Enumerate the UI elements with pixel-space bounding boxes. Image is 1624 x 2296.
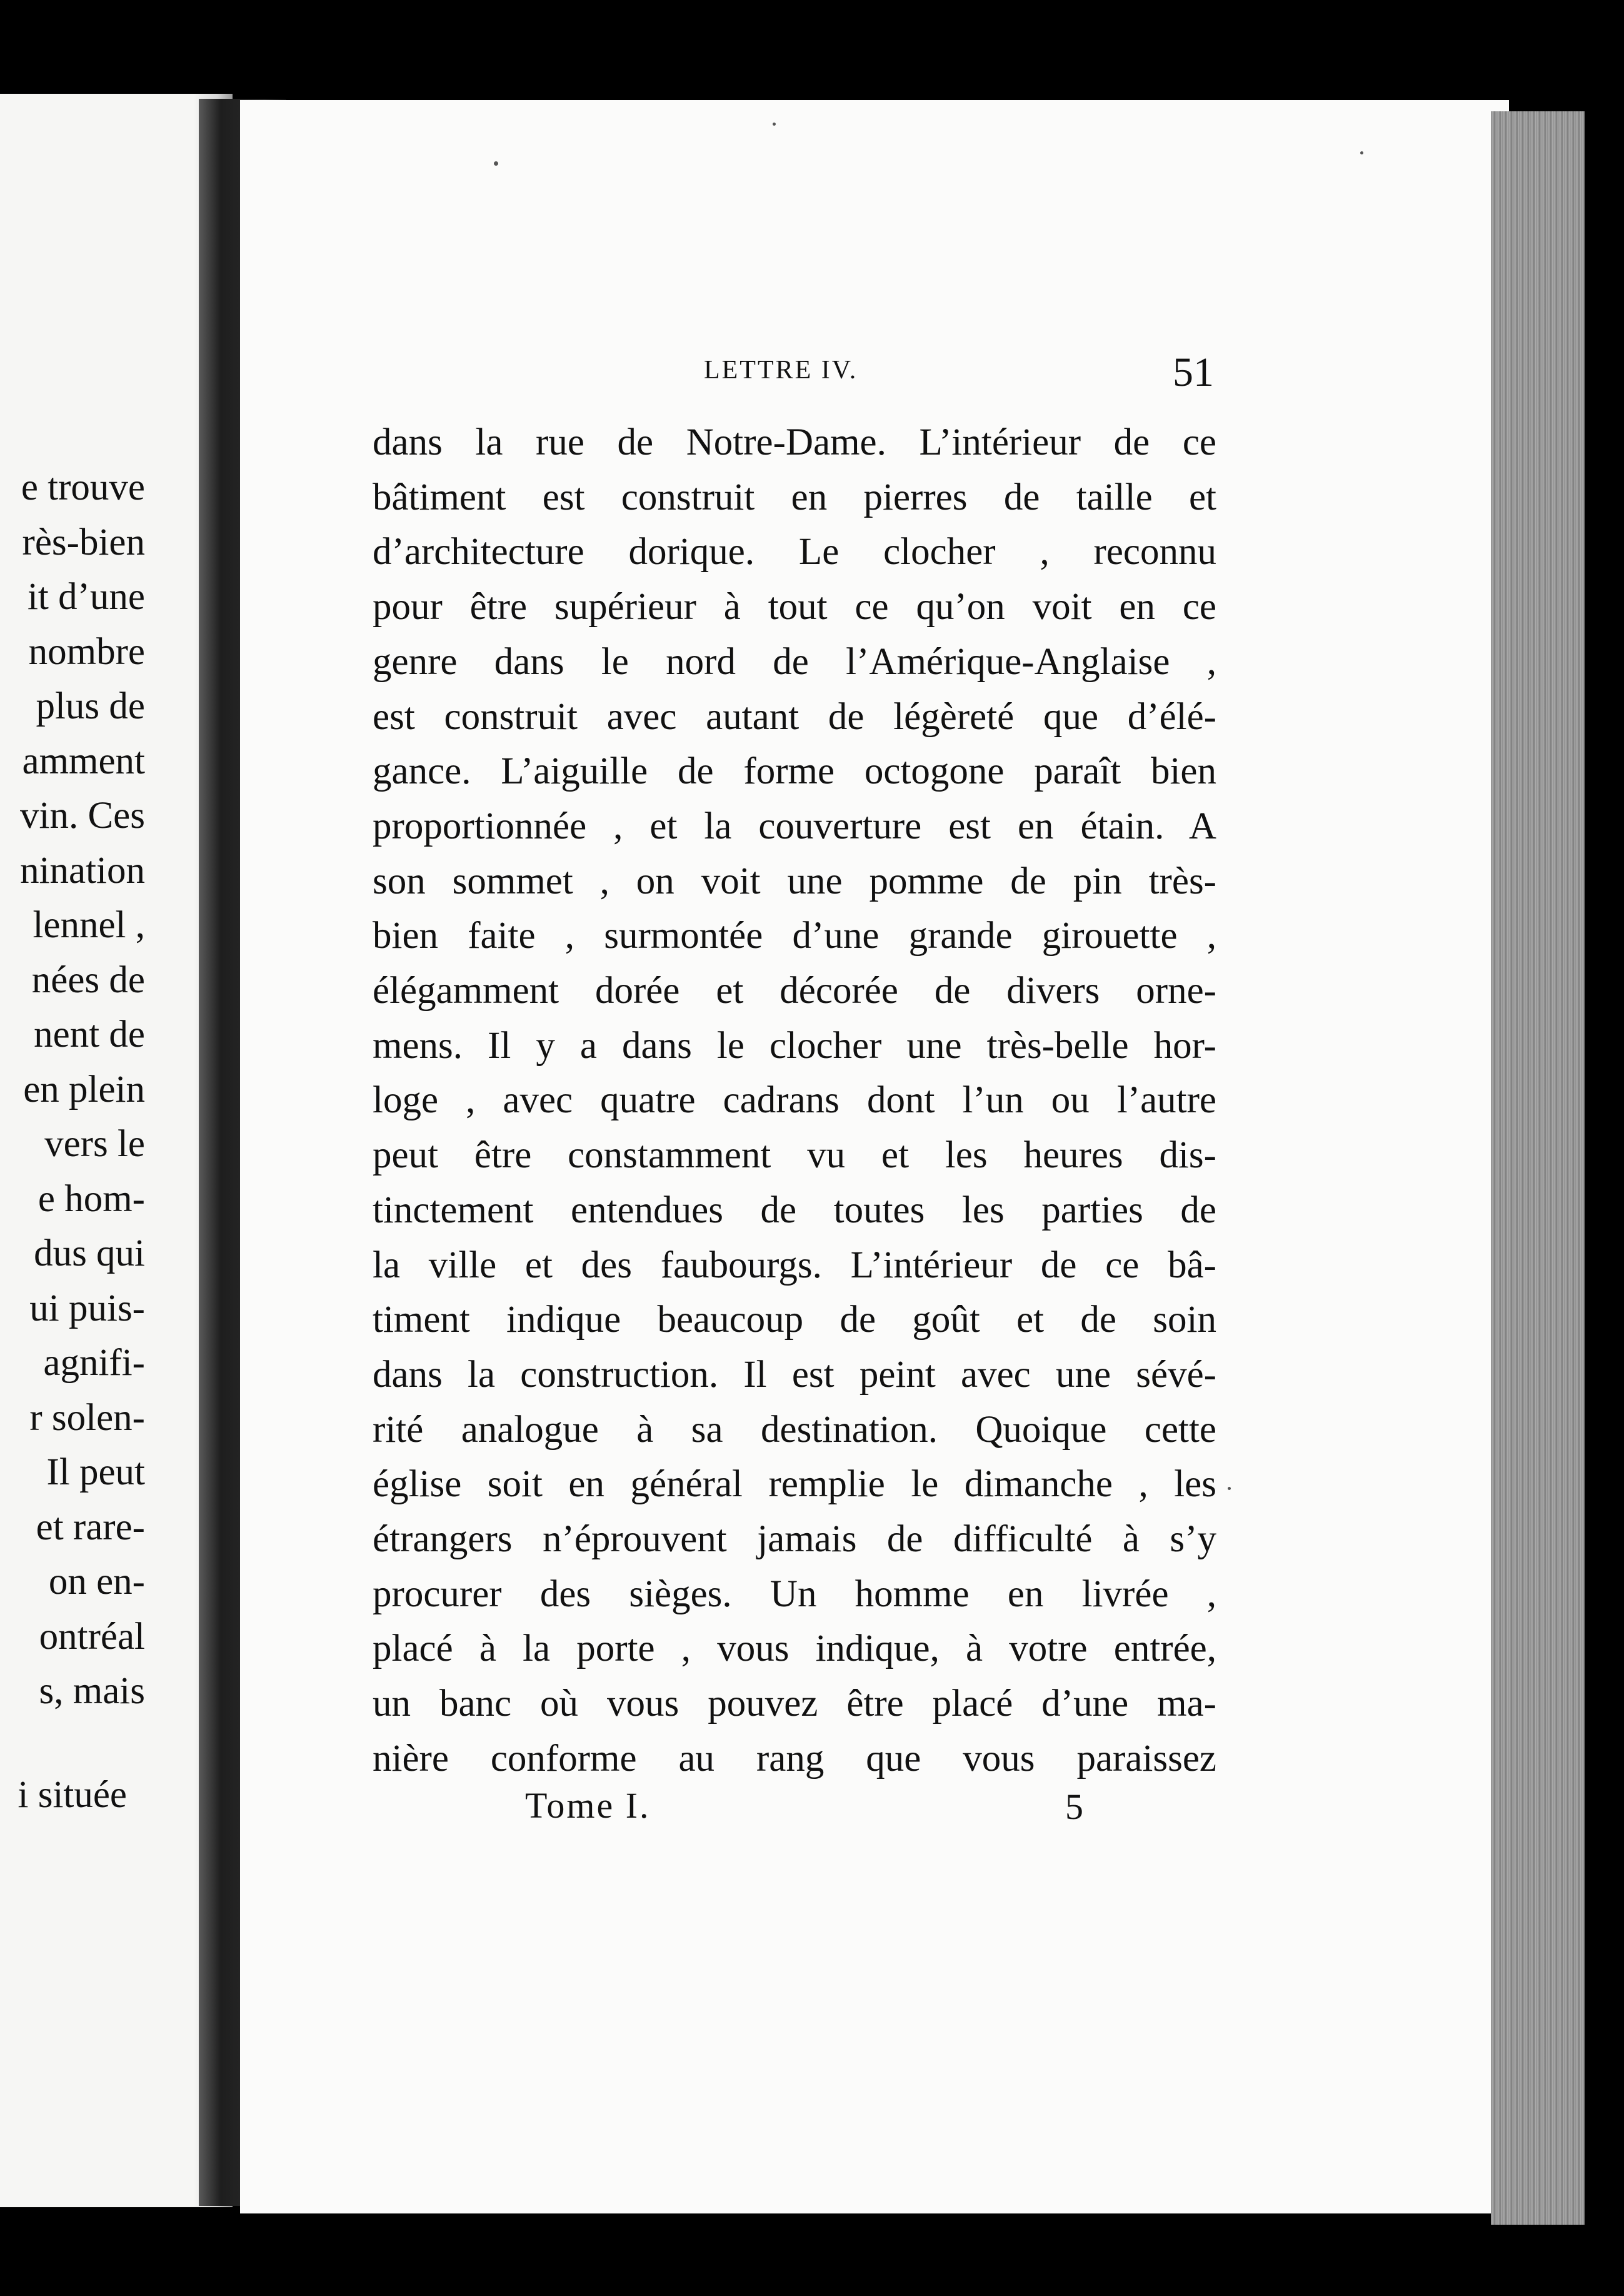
left-text-line: Il peut <box>46 1451 145 1493</box>
text-line: tinctement entendues de toutes les parties de <box>373 1189 1216 1231</box>
left-text-line: e hom- <box>38 1177 145 1220</box>
left-text-line: ontréal <box>39 1615 145 1658</box>
running-head: LETTRE IV. <box>704 356 858 385</box>
left-text-line: et rare- <box>36 1506 145 1548</box>
left-page-last-line: i située <box>18 1774 127 1816</box>
page-edge-shadow <box>1585 111 1624 2296</box>
paper-speck <box>494 161 498 166</box>
page-block-edge <box>1491 111 1585 2225</box>
text-line: un banc où vous pouvez être placé d’une ma- <box>373 1683 1216 1725</box>
left-text-line: vin. Ces <box>20 795 145 837</box>
left-text-line: nombre <box>28 630 145 673</box>
text-line: dans la construction. Il est peint avec une sévé- <box>373 1353 1216 1396</box>
left-text-line: it d’une <box>27 576 145 618</box>
text-line: mens. Il y a dans le clocher une très-belle hor- <box>373 1024 1216 1067</box>
left-text-line: nées de <box>31 959 145 1001</box>
left-text-line: nination <box>20 849 145 892</box>
text-line: gance. L’aiguille de forme octogone paraît bien <box>373 750 1216 793</box>
footer-volume: Tome I. <box>525 1785 651 1826</box>
paper-speck <box>1360 151 1363 154</box>
text-line: timent indique beaucoup de goût et de soin <box>373 1299 1216 1341</box>
left-text-line: amment <box>22 740 145 782</box>
left-page-text <box>0 460 145 1719</box>
paper-speck <box>1228 1487 1231 1490</box>
text-line: est construit avec autant de légèreté que d’élé- <box>373 695 1216 738</box>
left-text-line: nent de <box>34 1014 145 1055</box>
paper-speck <box>773 123 776 126</box>
left-text-line: vers le <box>44 1123 145 1165</box>
text-line: rité analogue à sa destination. Quoique cette <box>373 1408 1216 1451</box>
text-line: peut être constamment vu et les heures dis- <box>373 1134 1216 1177</box>
left-text-line: r solen- <box>29 1396 145 1439</box>
text-line: bâtiment est construit en pierres de taille et <box>373 476 1216 518</box>
text-line: élégamment dorée et décorée de divers orne- <box>373 970 1216 1012</box>
left-text-line: e trouve <box>21 466 145 508</box>
left-text-line: rès-bien <box>22 521 145 563</box>
left-text-line: s, mais <box>39 1670 145 1712</box>
left-text-line: dus qui <box>34 1232 145 1274</box>
text-line: loge , avec quatre cadrans dont l’un ou l’autre <box>373 1079 1216 1122</box>
text-line: église soit en général remplie le dimanche , les <box>373 1463 1216 1506</box>
footer-signature-mark: 5 <box>1065 1786 1083 1827</box>
left-text-line: lennel , <box>33 904 145 946</box>
left-text-line: plus de <box>36 685 145 727</box>
text-line: bien faite , surmontée d’une grande girouette , <box>373 915 1216 957</box>
text-line: proportionnée , et la couverture est en étain. A <box>373 805 1216 847</box>
left-text-line: on en- <box>48 1561 145 1603</box>
text-line: étrangers n’éprouvent jamais de difficulté à s’y <box>373 1518 1216 1561</box>
text-line: procurer des sièges. Un homme en livrée , <box>373 1573 1216 1615</box>
left-text-line: ui puis- <box>29 1287 145 1329</box>
left-text-line: en plein <box>23 1068 145 1110</box>
body-text <box>373 415 1216 1786</box>
text-line: nière conforme au rang que vous paraissez <box>373 1737 1216 1780</box>
page-number: 51 <box>1173 350 1214 395</box>
text-line: pour être supérieur à tout ce qu’on voit en ce <box>373 586 1216 628</box>
text-line: la ville et des faubourgs. L’intérieur de ce bâ- <box>373 1244 1216 1286</box>
left-text-line: agnifi- <box>43 1342 145 1384</box>
text-line: genre dans le nord de l’Amérique-Anglaise , <box>373 640 1216 683</box>
text-line: placé à la porte , vous indique, à votre entrée, <box>373 1628 1216 1670</box>
text-line: son sommet , on voit une pomme de pin très- <box>373 860 1216 902</box>
text-line: d’architecture dorique. Le clocher , reconnu <box>373 531 1216 573</box>
text-line: dans la rue de Notre-Dame. L’intérieur de ce <box>373 421 1216 463</box>
